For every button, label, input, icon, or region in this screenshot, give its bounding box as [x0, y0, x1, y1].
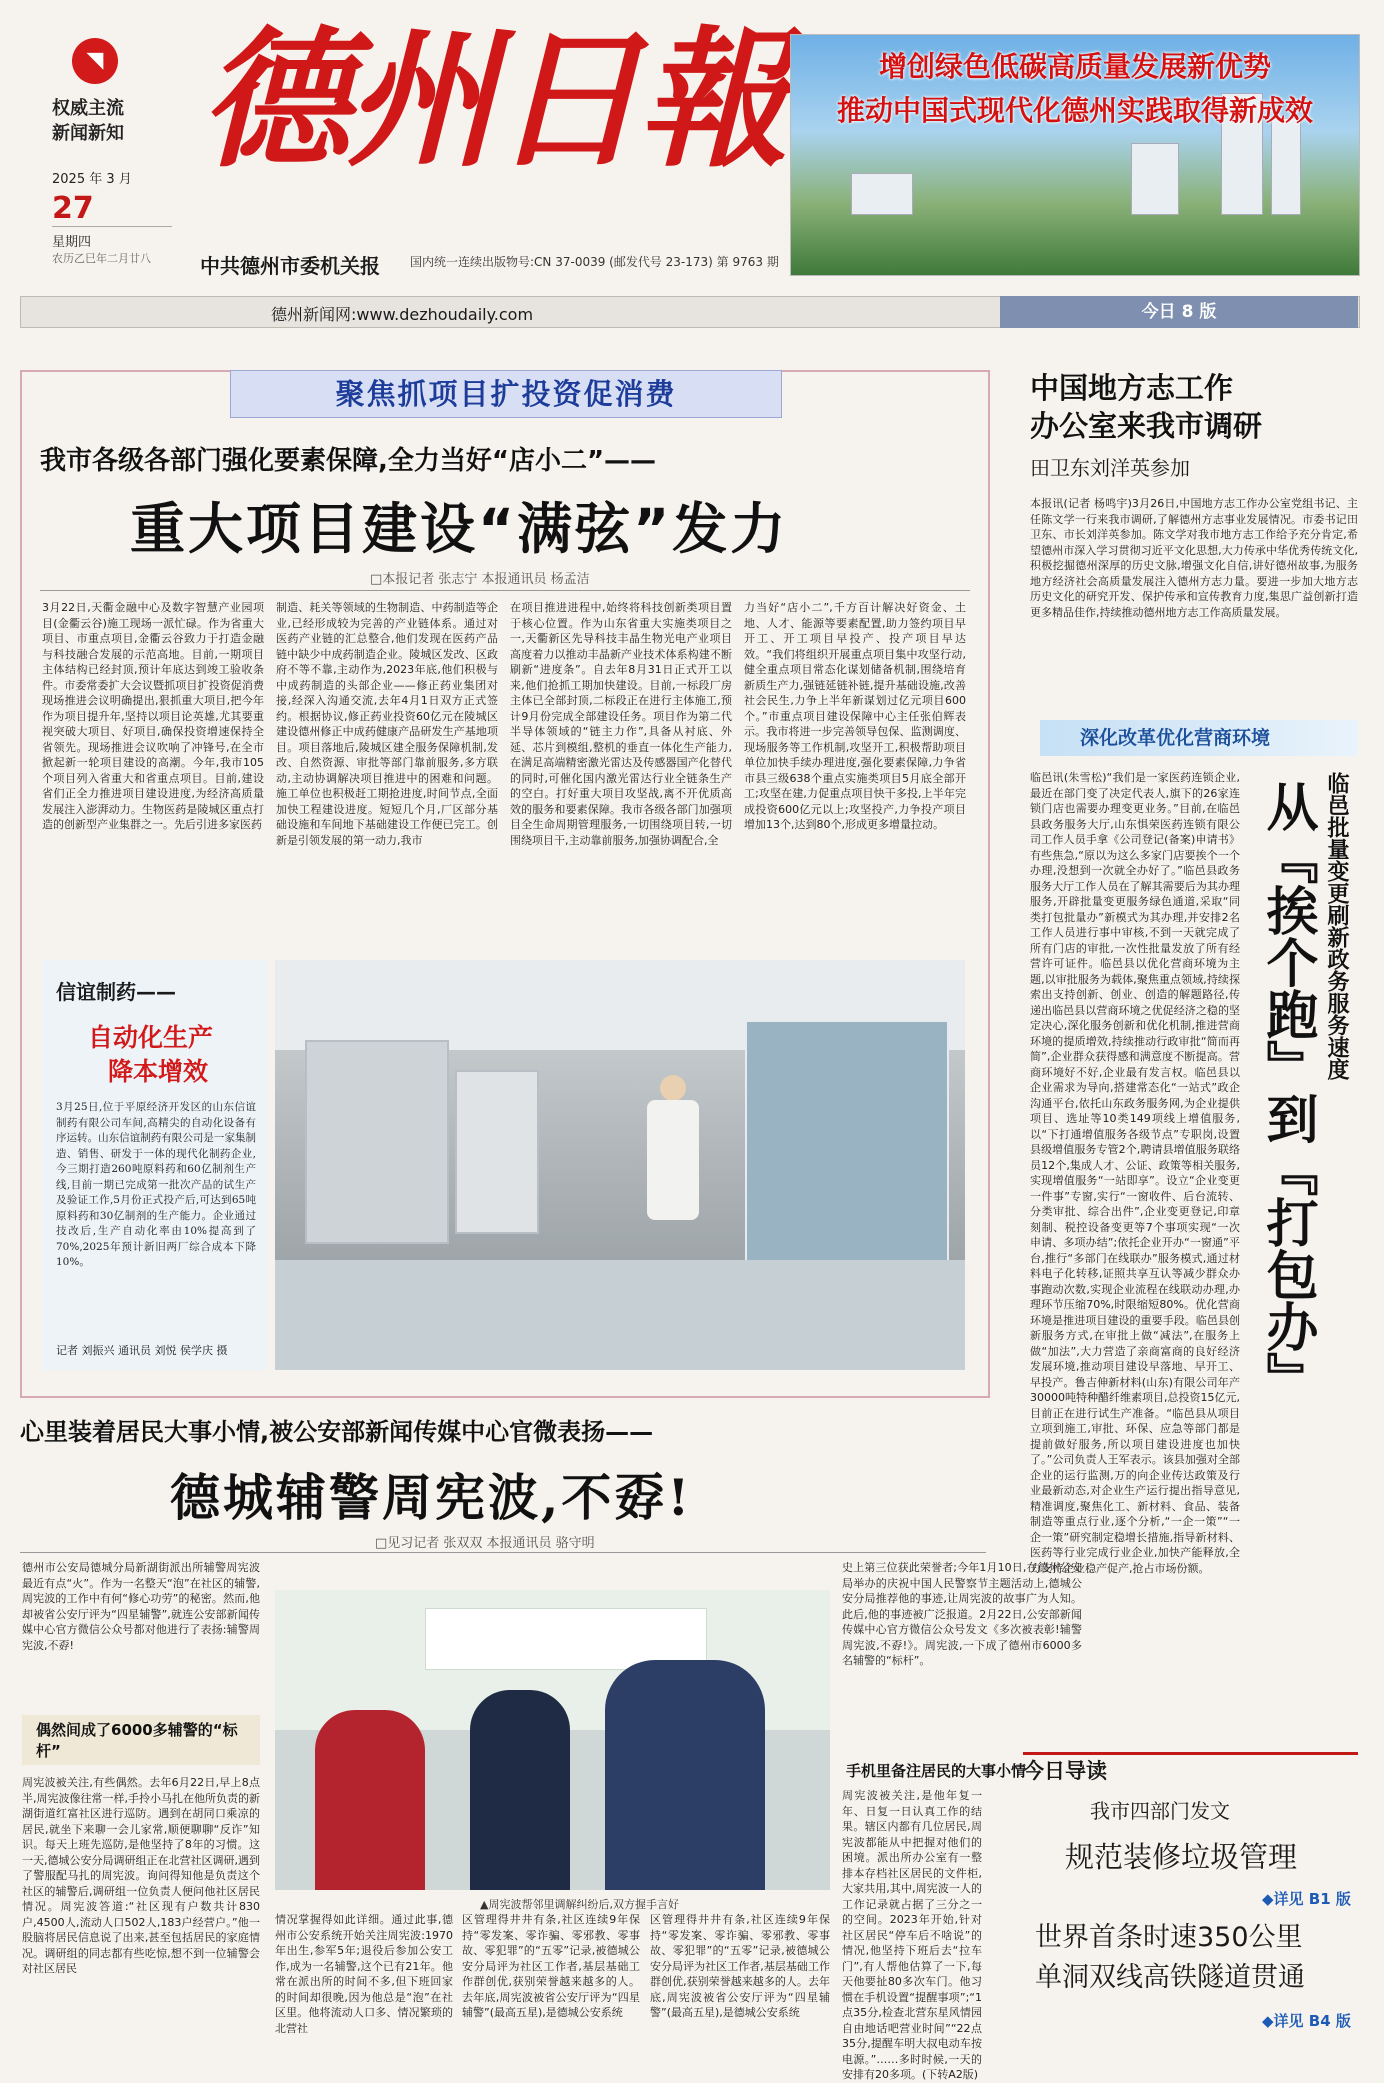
auxiliary-police-person: [605, 1660, 765, 1890]
photo-red-line-2: 降本增效: [108, 1057, 209, 1086]
slogan-line-1: 权威主流: [52, 98, 124, 119]
second-column-1: 周宪波被关注,有些偶然。去年6月22日,早上8点半,周宪波像往常一样,手拎小马扎在他所负责的新湖街道红富社区进行巡防。遇到在胡同口乘凉的居民,就坐下来聊一会儿家常,顺便聊聊“反诈”知识。每天上班先巡防,是他坚持了8年的习惯。这一天,德城公安分局调研组正在北营社区调研,遇到了警服配马扎的周宪波。询问得知他是负责这个社区的辅警后,调研组一位负责人便问他社区居民情况。周宪波答道:“社区现有户数共计830户,4500人,流动人口502人,183户经营户。”他一股脑将居民信息说了出来,甚至包括居民的家庭情况。调研组的同志都有些吃惊,想不到一位辅警会对社区居民: [22, 1776, 260, 1975]
reform-tag: 深化改革优化营商环境: [1040, 720, 1358, 756]
right-story-1: 本报讯(记者 杨鸣宇)3月26日,中国地方志工作办公室党组书记、主任陈文学一行来我市调研,了解德州方志事业发展情况。市委书记田卫东、市长刘洋英参加。陈文学对我市地方志工作给予充分肯定,希望德州市深入学习贯彻习近平文化思想,大力传承中华优秀传统文化,积极挖掘德州深厚的历史文脉,增强文化自信,讲好德州故事,为服务地方经济社会高质量发展注入德州方志力量。要进一步加大地方志历史文化的研究开发、保护传承和宣传教育力度,集思广益创新打造更多精品佳作,持续推动德州地方志工作高质量发展。: [1030, 497, 1358, 619]
photo-kicker: 信谊制药——: [56, 980, 176, 1004]
worker-head: [660, 1075, 686, 1101]
second-column-2: 情况掌握得如此详细。通过此事,德州市公安系统开始关注周宪波:1970年出生,参军5年;退役后参加公安工作,成为一名辅警,这个已有21年。他常在派出所的时间不多,但下班回家的时间却很晚,因为他总是“泡”在社区里。他将流动人口多、情况繁琐的北营社: [275, 1913, 453, 2035]
newspaper-logo-icon: ◥: [72, 38, 118, 84]
photo-caption-box: [42, 960, 267, 1370]
banner-line-2: 推动中国式现代化德州实践取得新成效: [836, 94, 1313, 127]
elder-person: [315, 1710, 425, 1890]
lead-column-4: 力当好“店小二”,千方百计解决好资金、土地、人才、能源等要素配置,助力签约项目早开工、开工项目早投产、投产项目早达效。“我们将组织开展重点项目集中攻坚行动,健全重点项目常态化谋划储备机制,围绕培育新质生产力,强链延链补链,提升基础设施,改善社会民生,力争上半年新谋划过亿元项目600个。”市重点项目建设保障中心主任张伯辉表示。我市将进一步完善领导包保、监测调度、现场服务等工作机制,攻坚开工,积极帮助项目单位加快手续办理进度,强化要素保障,力争省市县三级638个重点实施类项目5月底全部开工;攻坚在建,力促重点项目快干多投,上半年完成投资600亿元以上;攻坚投产,力争投产项目增加13个,达到80个,形成更多增量拉动。: [744, 601, 966, 831]
date-year-month: 2025 年 3 月: [52, 172, 132, 187]
lead-title: 重大项目建设“满弦”发力: [130, 497, 789, 561]
photo-credit: 记者 刘振兴 通讯员 刘悦 侯学庆 摄: [56, 1344, 228, 1357]
second-column-4b: 周宪波被关注,是他年复一年、日复一日认真工作的结果。辖区内都有几位居民,周宪波都能从中把握对他们的困境。派出所办公室有一整排本存档社区居民的文件柜,大家共用,其中,周宪波一人的工作记录就占据了三分之一的空间。2023年开始,针对社区居民“停车后不啥说”的情况,他坚持下班后去“拉车门”,有人帮他估算了一下,每天他要扯80多次车门。他习惯在手机设置“提醒事项”;“1点35分,检查北营东星风情园自由地话吧营业时间”“22点35分,提醒车明大叔电动车按电源。”……多时时候,一天的安排有20多项。(下转A2版): [842, 1789, 982, 2081]
second-head-2: 手机里备注居民的大事小情: [846, 1762, 1027, 1780]
org-name: 中共德州市委机关报: [200, 254, 380, 278]
machine: [745, 1020, 949, 1284]
lunar-date: 农历乙巳年二月廿八: [52, 252, 151, 265]
second-intro: 德州市公安局德城分局新湖街派出所辅警周宪波最近有点“火”。作为一名整天“泡”在社区的辅警,周宪波的工作中有何“修心功劳”的秘密。然而,他却被省公安厅评为“四星辅警”,就连公安部新闻传媒中心官方微信公众号都对他进行了表扬:辅警周宪波,不孬!: [22, 1561, 260, 1652]
guide-2-link[interactable]: ◆详见 B4 版: [1262, 2012, 1351, 2030]
lead-column-1: 3月22日,天衢金融中心及数字智慧产业园项目(金衢云谷)施工现场一派忙碌。作为省重大项目、市重点项目,金衢云谷致力于打造金融与科技融合发展的示范高地。目前,一期项目主体结构已经封顶,预计年底达到竣工验收条件。市委常委扩大会议暨抓项目扩投资促消费现场推进会议明确提出,狠抓重大项目,把今年作为项目提升年,坚持以项目论英雄,尤其要重视突破大项目、好项目,确保投资增速保持全省领先。现场推进会议吹响了冲锋号,在全市掀起新一轮项目建设的高潮。今年,我市105个项目列入省重大和省重点项目。目前,建设省们正全力推进项目建设进度,为经济高质量发展注入澎湃动力。生物医药是陵城区重点打造的创新型产业集群之一。先后引进多家医药: [42, 601, 264, 831]
today-pages: 今日 8 版: [1000, 296, 1358, 328]
right-title-1-line-1: 中国地方志工作: [1030, 371, 1234, 405]
right-title-1-sub: 田卫东刘洋英参加: [1030, 456, 1190, 480]
machine: [455, 1070, 539, 1234]
right-vertical-head: 临邑批量变更刷新政务服务速度: [1324, 772, 1350, 1080]
second-subtitle: 心里装着居民大事小情,被公安部新闻传媒中心官微表扬——: [20, 1418, 654, 1446]
floor: [275, 1260, 965, 1370]
divider: [20, 1552, 986, 1553]
guide-1-title[interactable]: 规范装修垃圾管理: [1065, 1840, 1298, 1874]
slogan-line-2: 新闻新知: [52, 123, 124, 144]
section-tag: 聚焦抓项目扩投资促消费: [230, 370, 782, 418]
masthead: 德州日報: [200, 12, 785, 188]
second-column-3b: 区管理得井井有条,社区连续9年保持“零发案、零诈骗、零邪教、零事故、零犯罪”的“五零”记录,被德城公安分局评为社区工作者,基层基础工作群创优,获别荣誉越来越多的人。去年底,周宪波被省公安厅评为“四星辅警”(最高五星),是德城公安系统: [650, 1913, 830, 2019]
banner-building: [851, 173, 913, 215]
banner-building: [1131, 143, 1179, 215]
today-guide-heading: 今日导读: [1023, 1752, 1358, 1787]
officer-person: [470, 1690, 570, 1890]
guide-2-line-1[interactable]: 世界首条时速350公里: [1035, 1922, 1303, 1953]
second-column-3: 区管理得井井有条,社区连续9年保持“零发案、零诈骗、零邪教、零事故、零犯罪”的“五零”记录,被德城公安分局评为社区工作者,基层基础工作群创优,获别荣誉越来越多的人。去年底,周宪波被省公安厅评为“四星辅警”(最高五星),是德城公安系统: [462, 1913, 640, 2019]
guide-1-kicker: 我市四部门发文: [1090, 1799, 1230, 1823]
police-photo: [275, 1590, 830, 1890]
registration-number: 国内统一连续出版物号:CN 37-0039 (邮发代号 23-173) 第 9763 期: [410, 255, 779, 269]
photo-caption: 3月25日,位于平原经济开发区的山东信谊制药有限公司车间,高精尖的自动化设备有序运转。山东信谊制药有限公司是一家集制造、销售、研发于一体的现代化制药企业,今三期打造260吨原料药和60亿制剂生产线,目前一期已完成第一批次产品的试生产及验证工作,5月份正式投产后,可达到65吨原料药和30亿制剂的生产能力。企业通过技改后,生产自动化率由10%提高到了70%,2025年预计新旧两厂综合成本下降10%。: [56, 1101, 256, 1268]
divider: [40, 590, 970, 591]
date-day: 27: [52, 191, 172, 227]
website-url[interactable]: 德州新闻网:www.dezhoudaily.com: [271, 305, 534, 324]
banner-building: [1271, 118, 1301, 215]
second-title: 德城辅警周宪波,不孬!: [170, 1468, 693, 1527]
right-title-1-line-2: 办公室来我市调研: [1030, 409, 1263, 443]
photo-red-line-1: 自动化生产: [88, 1023, 214, 1052]
worker-body: [647, 1100, 699, 1220]
banner-line-1: 增创绿色低碳高质量发展新优势: [878, 50, 1271, 83]
second-byline: □见习记者 张双双 本报通讯员 骆守明: [375, 1536, 595, 1551]
second-head-1: 偶然间成了6000多辅警的“标杆”: [36, 1721, 238, 1760]
weekday: 星期四: [52, 235, 92, 250]
factory-photo: [275, 960, 965, 1370]
right-vertical-title: 从『挨个跑』到『打包办』: [1257, 780, 1318, 1404]
lead-byline: □本报记者 张志宁 本报通讯员 杨孟洁: [370, 572, 590, 587]
photo2-caption: ▲周宪波帮邻里调解纠纷后,双方握手言好: [480, 1898, 679, 1911]
lead-column-3: 在项目推进进程中,始终将科技创新类项目置于核心位置。作为山东省重大实施类项目之一,天衢新区先导科技丰晶生物光电产业项目高度着力以推动丰晶新产业技术体系构建不断刷新“进度条”。自去年8月31日正式开工以来,他们抢抓工期加快建设。目前,一标段厂房主体已全部封顶,二标段正在进行主体施工,预计9月份完成全部建设任务。项目作为第二代半导体领域的“链主力作”,具备从衬底、外延、芯片到模组,整机的垂直一体化生产能力,在满足高端精密激光雷达及传感器国产化替代的同时,可催化国内激光雷达行业全链条生产的空白。打好重大项目攻坚战,离不开优质高效的服务和要素保障。我市各级各部门加强项目全生命周期管理服务,一切围绕项目转,一切围绕项目干,主动靠前服务,加强协调配合,全: [510, 601, 732, 847]
second-column-4a: 史上第三位获此荣誉者;今年1月10日,在德州公安局举办的庆祝中国人民警察节主题活动上,德城公安分局推荐他的事迹,让周宪波的故事广为人知。此后,他的事迹被广泛报道。2月22日,公安部新闻传媒中心官方微信公众号发文《多次被表彰!辅警周宪波,不孬!》。周宪波,一下成了德州市6000多名辅警的“标杆”。: [842, 1561, 1082, 1667]
guide-2-line-2[interactable]: 单洞双线高铁隧道贯通: [1035, 1962, 1305, 1993]
machine: [305, 1040, 449, 1244]
right-story-2: 临邑讯(朱雪松)“我们是一家医药连锁企业,最近在部门变了决定代表人,旗下的26家连锁门店也需要办理变更业务。”目前,在临邑县政务服务大厅,山东惧荣医药连锁有限公司工作人员手拿《公司登记(备案)申请书》有些焦急,“原以为这么多家门店要挨个一个办理,没想到一次就全办好了。”临邑县政务服务大厅工作人员在了解其需要后为其办理服务,开辟批量变更服务绿色通道,采取“同类打包批量办”新模式为其办理,并安排2名工作人员进行事中审核,不到一天就完成了所有门店的审批,一次性批量发放了所有经营许可证件。临邑县以优化营商环境为主题,以审批服务为载体,聚焦重点领域,持续探索出支持创新、创业、创造的解题路径,传递出临邑县以营商环境之优促经济之稳的坚定决心,深化服务创新和优化机制,推进营商环境的提质增效,持续推动行政审批“简而再简”,企业群众获得感和满意度不断提高。营商环境好不好,企业最有发言权。临邑县以企业需求为导向,搭建常态化“一站式”政企沟通平台,依托山东政务服务网,为企业提供项目、选址等10类149项线上增值服务,以“下打通增值服务各级节点”专职岗,设置县级增值服务专管2个,聘请县增值服务联络员12个,集成人才、公证、政策等相关服务,实现增值服务“一站即享”。设立“企业变更一件事”专窗,实行“一窗收件、后台流转、分类审批、综合出件”,企业变更登记,印章刻制、税控设备变更等7个事项实现“一次申请、多项办结”;依托企业开办“一窗通”平台,推行“多部门在线联办”服务模式,通过材料电子化转移,证照共享互认等减少群众办事跑动次数,实现企业流程在线联动办理,办理环节压缩70%,时限缩短80%。优化营商环境是推进项目建设的重要手段。临邑县创新服务方式,在审批上做“减法”,在服务上做“加法”,大力营造了亲商富商的良好经济发展环境,推动项目建设早落地、早开工、早投产。鲁吉伸新材料(山东)有限公司年产30000吨特种醋纤维素项目,总投资15亿元,目前正在进行试生产准备。“临邑县从项目立项到施工,审批、环保、应急等部门都是提前做好服务,所以项目建设进度也加快了。”公司负责人王军表示。该县加强对全部企业的运行监测,万的向企业传达政策及行业最新动态,对企业生产运行提出指导意见,精准调度,聚焦化工、新材料、食品、装备制造等重点行业,逐个分析,“一企一策”“一企一策”研究制定稳增长措施,指导新材料、医药等行业完成行业企业,加快产能释放,全力支持企业稳产促产,抢占市场份额。: [1030, 771, 1240, 1575]
lead-subtitle: 我市各级各部门强化要素保障,全力当好“店小二”——: [40, 446, 657, 476]
guide-1-link[interactable]: ◆详见 B1 版: [1262, 1890, 1351, 1908]
slogan: [52, 96, 124, 146]
second-head-1-box: [22, 1715, 260, 1765]
lead-column-2: 制造、耗关等领域的生物制造、中药制造等企业,已经形成较为完善的产业链体系。通过对医药产业链的汇总整合,他们发现在医药产品链中缺少中成药制造企业。陵城区发改、区政府不等不靠,主动作为,2023年底,他们积极与中成药制造的头部企业——修正药业集团对接,经深入沟通交流,去年4月1日双方正式签约。根据协议,修正药业投资60亿元在陵城区建设德州修正中成药健康产品研发生产基地项目。项目落地后,陵城区建全服务保障机制,发改、自然资源、审批等部门靠前服务,多方联动,主动协调解决项目推进中的困难和问题。施工单位也积极赶工期抢进度,时间节点,全面加快工程建设进度。短短几个月,厂区部分基础设施和车间地下基础建设工作便已完工。创新是引领发展的第一动力,我市: [276, 601, 498, 847]
banner-ad: [790, 34, 1360, 276]
date-box: [52, 168, 182, 266]
